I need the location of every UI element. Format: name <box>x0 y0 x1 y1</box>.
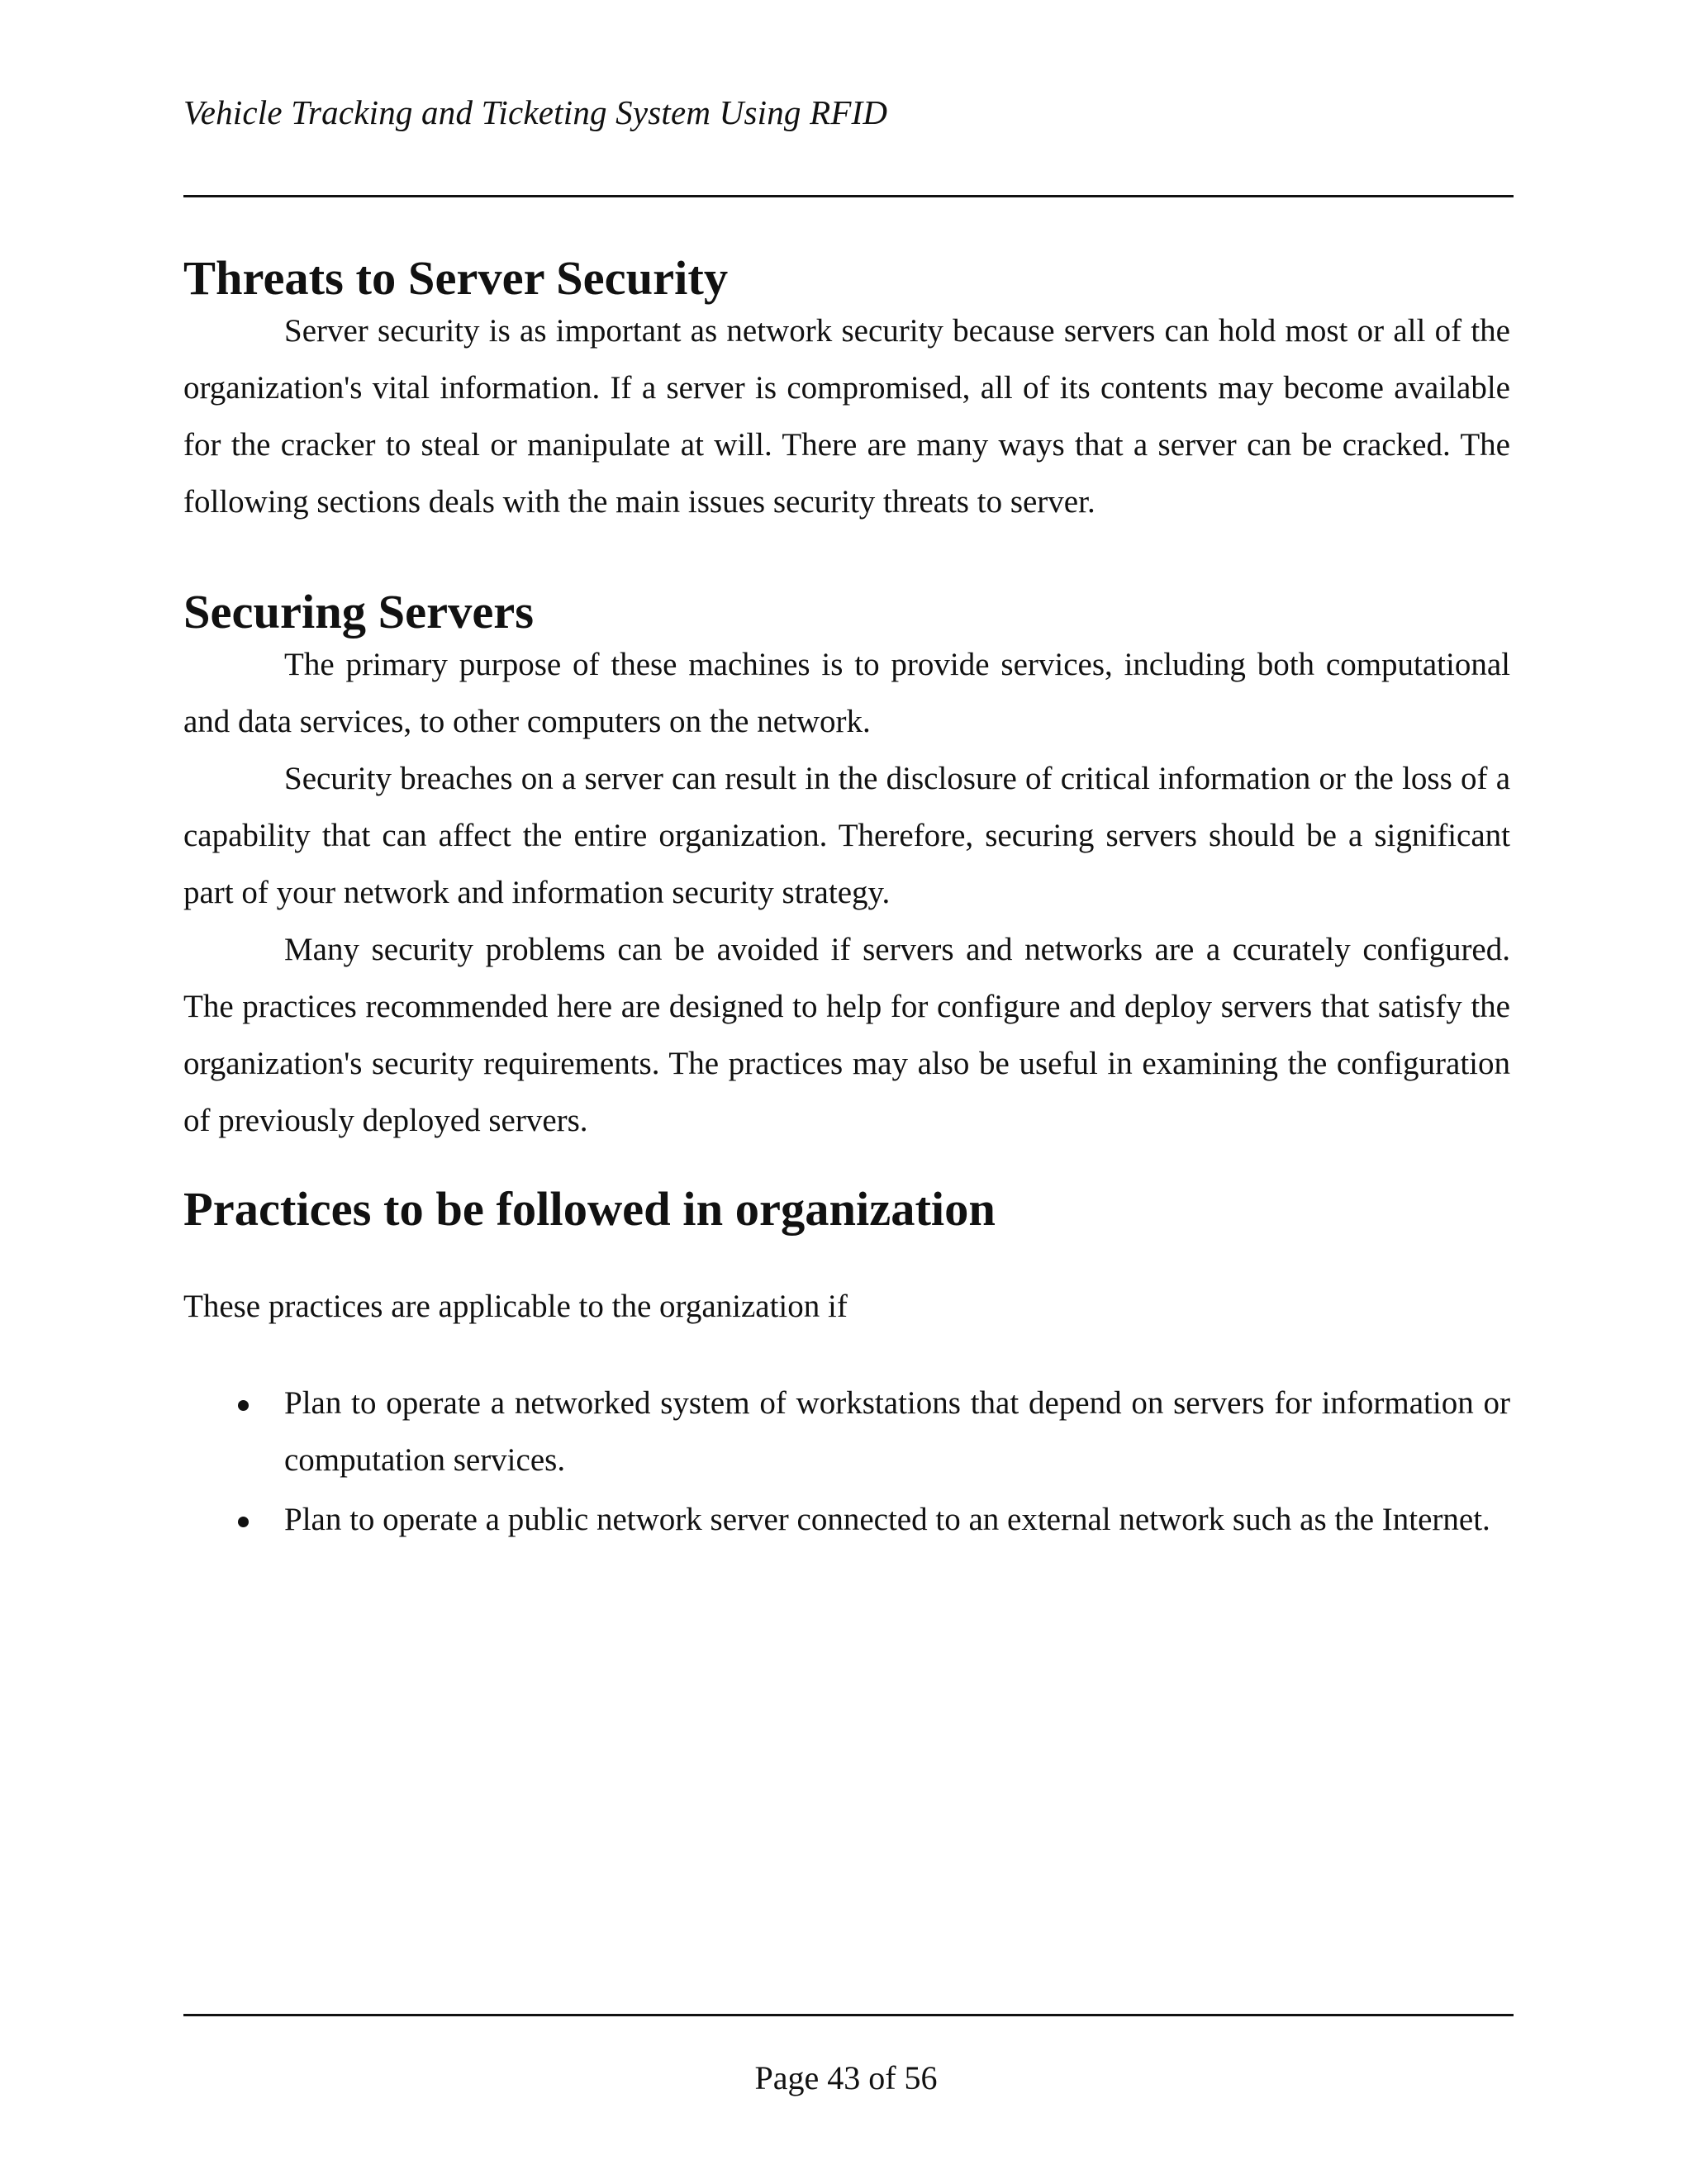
list-item-text: Plan to operate a public network server connected to an external network such as the Internet. <box>284 1502 1490 1537</box>
bullet-icon <box>238 1400 249 1411</box>
paragraph-practices-intro: These practices are applicable to the organization if <box>183 1289 848 1324</box>
footer-rule <box>183 2014 1514 2016</box>
running-header-title: Vehicle Tracking and Ticketing System Using RFID <box>183 93 888 131</box>
paragraph-securing-1: The primary purpose of these machines is to provide services, including both computational and data services, to other computers on the network. <box>183 647 1510 739</box>
section-heading-securing-servers: Securing Servers <box>183 585 535 639</box>
spacer <box>183 1149 1510 1185</box>
bullet-icon <box>238 1517 249 1527</box>
paragraph-securing-2: Security breaches on a server can result in the disclosure of critical information or the loss of a capability that can affect the entire organization. Therefore, securing servers should be a significant part of your network and information security strategy. <box>183 761 1510 910</box>
section-heading-threats: Threats to Server Security <box>183 251 729 305</box>
spacer <box>183 530 1510 588</box>
section-threats <box>183 251 1510 530</box>
section-securing-servers <box>183 585 1510 1149</box>
page-number: Page 43 of 56 <box>754 2059 938 2096</box>
list-item <box>183 1374 1510 1488</box>
section-practices <box>183 1182 1510 1548</box>
list-item <box>183 1491 1510 1548</box>
paragraph-threats: Server security is as important as network security because servers can hold most or all of the organization's vital information. If a server is compromised, all of its contents may become available for the cracker to steal or manipulate at will. There are many ways that a server can be cracked. The following sections deals with the main issues security threats to server. <box>183 313 1510 520</box>
header-rule <box>183 195 1514 197</box>
section-heading-practices: Practices to be followed in organization <box>183 1182 996 1236</box>
spacer <box>183 1233 1510 1278</box>
spacer <box>183 1335 1510 1374</box>
practices-bullet-list <box>183 1374 1510 1548</box>
list-item-text: Plan to operate a networked system of workstations that depend on servers for information or computation services. <box>284 1385 1510 1478</box>
paragraph-securing-3: Many security problems can be avoided if servers and networks are a ccurately configured. The practices recommended here are designed to help for configure and deploy servers that satisfy the organization's security requirements. The practices may also be useful in examining the configuration of previously deployed servers. <box>183 932 1510 1138</box>
page-body <box>183 251 1510 1550</box>
